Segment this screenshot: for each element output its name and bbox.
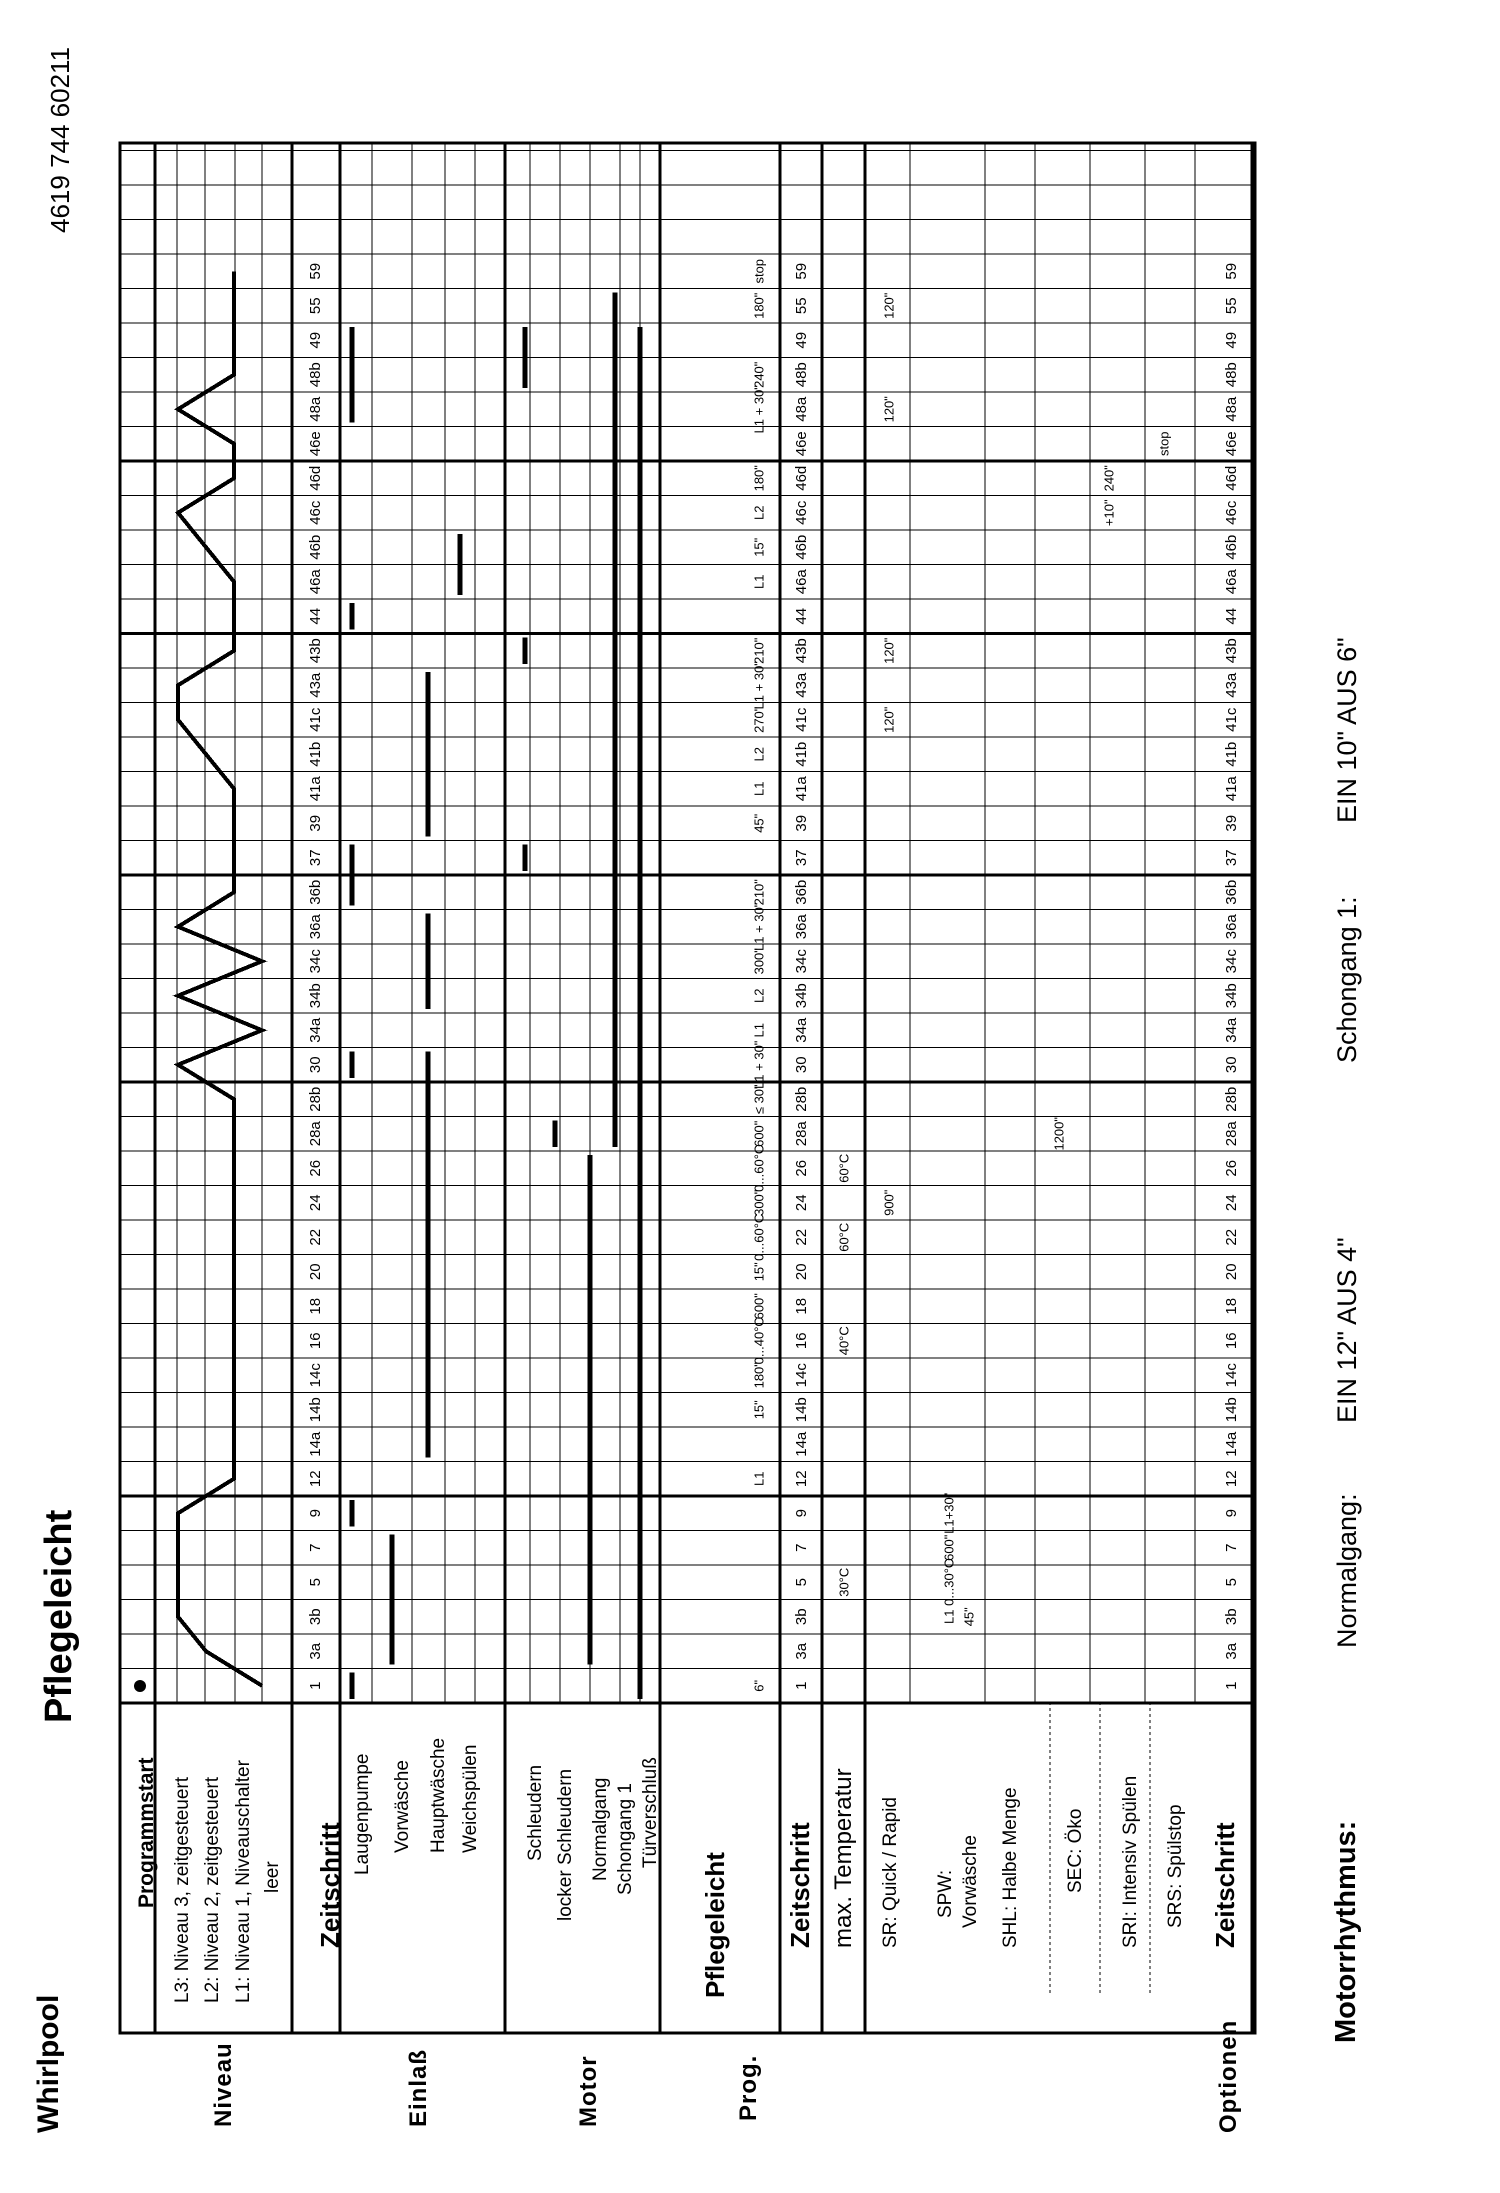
quick-rapid-note: 900" <box>881 1189 897 1216</box>
step-number-top: 34a <box>306 1017 324 1043</box>
step-number-bottom: 3a <box>1222 1642 1240 1660</box>
step-number-mid: 37 <box>792 849 810 867</box>
niveau-l1-label: L1: Niveau 1, Niveauschalter <box>233 1760 254 2003</box>
step-number-bottom: 30 <box>1222 1056 1240 1074</box>
step-number-top: 46a <box>306 569 324 595</box>
step-number-bottom: 28a <box>1222 1121 1240 1147</box>
prog-time-value: 45" <box>751 813 767 833</box>
step-number-mid: 34a <box>792 1017 810 1043</box>
sri-note: 240" <box>1101 465 1117 492</box>
prog-time-value: L1 + 30" <box>751 661 767 710</box>
einlass-laugenpumpe-label: Laugenpumpe <box>352 1753 373 1875</box>
step-number-top: 48a <box>306 396 324 422</box>
category-niveau: Niveau <box>210 2042 237 2127</box>
motor-schleudern-label: Schleudern <box>525 1764 546 1861</box>
step-number-top: 3a <box>306 1642 324 1660</box>
step-number-top: 7 <box>306 1543 324 1552</box>
step-number-bottom: 34c <box>1222 949 1240 974</box>
programmstart-dot <box>134 1680 146 1692</box>
step-number-bottom: 26 <box>1222 1159 1240 1177</box>
step-number-mid: 59 <box>792 262 810 280</box>
sri-note: +10" <box>1101 499 1117 527</box>
step-number-bottom: 9 <box>1222 1509 1240 1518</box>
step-number-bottom: 16 <box>1222 1332 1240 1350</box>
prog-time-value: 15" <box>751 537 767 557</box>
prog-time-value: 270" <box>751 706 767 733</box>
prog-time-value: L1 <box>751 574 767 589</box>
einlass-hauptwaesche-label: Hauptwäsche <box>428 1737 449 1853</box>
max-temp-value: 40°C <box>836 1326 852 1356</box>
step-number-top: 34c <box>306 949 324 974</box>
motorrhythmus-label: Motorrhythmus: <box>1330 1820 1362 2043</box>
programmstart-label: Programmstart <box>135 1757 158 1908</box>
step-number-mid: 46c <box>792 500 810 525</box>
step-number-mid: 46d <box>792 465 810 491</box>
prog-time-value: 0...60°C <box>751 1213 767 1261</box>
niveau-l2-label: L2: Niveau 2, zeitgesteuert <box>202 1776 223 2003</box>
step-number-top: 14c <box>306 1363 324 1388</box>
schongang-label: Schongang 1: <box>1332 896 1362 1063</box>
step-number-bottom: 39 <box>1222 814 1240 832</box>
step-number-top: 36b <box>306 879 324 905</box>
step-number-mid: 48a <box>792 396 810 422</box>
step-number-mid: 49 <box>792 331 810 349</box>
step-number-top: 46c <box>306 500 324 525</box>
step-number-mid: 41b <box>792 741 810 767</box>
max-temperatur-label: max. Temperatur <box>830 1768 857 1948</box>
step-number-mid: 36a <box>792 914 810 940</box>
category-einlass: Einlaß <box>405 2048 432 2127</box>
step-number-bottom: 49 <box>1222 331 1240 349</box>
step-number-bottom: 3b <box>1222 1608 1240 1626</box>
step-number-bottom: 5 <box>1222 1578 1240 1587</box>
step-number-mid: 14b <box>792 1397 810 1423</box>
motor-locker-label: locker Schleudern <box>555 1768 576 1921</box>
step-number-top: 18 <box>306 1297 324 1315</box>
step-number-bottom: 46a <box>1222 569 1240 595</box>
motor-normalgang-label: Normalgang <box>590 1777 611 1881</box>
step-number-top: 46d <box>306 465 324 491</box>
option-quick-rapid-label: SR: Quick / Rapid <box>880 1797 901 1948</box>
step-number-mid: 30 <box>792 1056 810 1074</box>
step-number-bottom: 12 <box>1222 1470 1240 1488</box>
option-spw-label: SPW: <box>935 1869 956 1918</box>
einlass-vorwaesche-label: Vorwäsche <box>392 1760 413 1853</box>
step-number-top: 34b <box>306 983 324 1009</box>
step-number-mid: 55 <box>792 297 810 315</box>
category-motor: Motor <box>575 2055 602 2127</box>
option-srs-label: SRS: Spülstop <box>1165 1804 1186 1928</box>
step-number-top: 9 <box>306 1509 324 1518</box>
spw-note: L1+30" <box>941 1492 957 1534</box>
step-number-top: 37 <box>306 849 324 867</box>
prog-time-value: L2 <box>751 505 767 520</box>
prog-time-value: 6" <box>751 1679 767 1692</box>
prog-time-value: 180" <box>751 1362 767 1389</box>
step-number-bottom: 46b <box>1222 534 1240 560</box>
step-number-top: 26 <box>306 1159 324 1177</box>
step-number-mid: 18 <box>792 1297 810 1315</box>
step-number-mid: 16 <box>792 1332 810 1350</box>
prog-time-value: L1 + 30" <box>751 902 767 951</box>
step-number-mid: 39 <box>792 814 810 832</box>
step-number-top: 14a <box>306 1431 324 1457</box>
option-sec-label: SEC: Öko <box>1065 1808 1086 1893</box>
einlass-weichspuelen-label: Weichspülen <box>460 1744 481 1853</box>
step-number-top: 22 <box>306 1228 324 1246</box>
step-number-mid: 28b <box>792 1086 810 1112</box>
quick-rapid-note: 120" <box>881 637 897 664</box>
prog-time-value: L1 + 30" <box>751 385 767 434</box>
prog-time-value: 15" <box>751 1400 767 1420</box>
motor-schongang-label: Schongang 1 <box>615 1783 636 1895</box>
step-number-bottom: 20 <box>1222 1263 1240 1281</box>
srs-note: stop <box>1156 431 1172 457</box>
prog-pflegeleicht-label: Pflegeleicht <box>700 1852 730 1998</box>
step-number-bottom: 59 <box>1222 262 1240 280</box>
step-number-bottom: 22 <box>1222 1228 1240 1246</box>
step-number-bottom: 46e <box>1222 431 1240 457</box>
prog-time-value: L1 <box>751 1023 767 1038</box>
step-number-top: 41a <box>306 776 324 802</box>
prog-time-value: L1 <box>751 781 767 796</box>
prog-time-value: 0...40°C <box>751 1317 767 1365</box>
step-number-mid: 3a <box>792 1642 810 1660</box>
step-number-bottom: 34b <box>1222 983 1240 1009</box>
step-number-mid: 34b <box>792 983 810 1009</box>
prog-time-value: 600" <box>751 1120 767 1147</box>
step-number-bottom: 28b <box>1222 1086 1240 1112</box>
step-number-bottom: 41a <box>1222 776 1240 802</box>
prog-time-value: 210" <box>751 637 767 664</box>
step-number-top: 3b <box>306 1608 324 1626</box>
step-number-bottom: 44 <box>1222 607 1240 625</box>
step-number-mid: 3b <box>792 1608 810 1626</box>
prog-time-value: ≤ 30" <box>751 1084 767 1115</box>
step-number-mid: 41a <box>792 776 810 802</box>
step-number-mid: 46e <box>792 431 810 457</box>
step-number-top: 41b <box>306 741 324 767</box>
step-number-top: 36a <box>306 914 324 940</box>
max-temp-value: 60°C <box>836 1153 852 1183</box>
step-number-top: 12 <box>306 1470 324 1488</box>
zeitschritt-label-top: Zeitschritt <box>315 1822 345 1948</box>
prog-time-value: 600" <box>751 1293 767 1320</box>
step-number-bottom: 46d <box>1222 465 1240 491</box>
step-number-mid: 44 <box>792 607 810 625</box>
step-number-top: 5 <box>306 1578 324 1587</box>
prog-time-value: L2 <box>751 988 767 1003</box>
step-number-mid: 9 <box>792 1509 810 1518</box>
prog-time-value: 240" <box>751 361 767 388</box>
spw-note: 0...30°C <box>941 1558 957 1606</box>
step-number-top: 28b <box>306 1086 324 1112</box>
step-number-top: 14b <box>306 1397 324 1423</box>
step-number-bottom: 43a <box>1222 672 1240 698</box>
step-number-bottom: 46c <box>1222 500 1240 525</box>
step-number-top: 46e <box>306 431 324 457</box>
step-number-mid: 41c <box>792 707 810 732</box>
prog-time-value: stop <box>751 258 767 284</box>
step-number-top: 41c <box>306 707 324 732</box>
step-number-bottom: 43b <box>1222 638 1240 664</box>
step-number-bottom: 48b <box>1222 362 1240 388</box>
prog-time-value: 300" <box>751 1189 767 1216</box>
niveau-leer-label: leer <box>262 1861 283 1893</box>
step-number-mid: 24 <box>792 1194 810 1212</box>
step-number-bottom: 24 <box>1222 1194 1240 1212</box>
step-number-mid: 36b <box>792 879 810 905</box>
schongang-value: EIN 10" AUS 6" <box>1332 637 1362 823</box>
prog-time-value: 0...60°C <box>751 1144 767 1192</box>
normalgang-value: EIN 12" AUS 4" <box>1332 1237 1362 1423</box>
step-number-top: 39 <box>306 814 324 832</box>
prog-time-value: 180" <box>751 292 767 319</box>
quick-rapid-note: 120" <box>881 292 897 319</box>
prog-time-value: 210" <box>751 879 767 906</box>
step-number-mid: 28a <box>792 1121 810 1147</box>
step-number-mid: 5 <box>792 1578 810 1587</box>
prog-time-value: 15" <box>751 1262 767 1282</box>
step-number-top: 16 <box>306 1332 324 1350</box>
step-number-mid: 1 <box>792 1681 810 1690</box>
step-number-bottom: 14b <box>1222 1397 1240 1423</box>
quick-rapid-note: 120" <box>881 706 897 733</box>
spw-note: L1 <box>941 1609 957 1624</box>
prog-time-value: L1 + 30" <box>751 1040 767 1089</box>
step-number-mid: 14a <box>792 1431 810 1457</box>
step-number-bottom: 1 <box>1222 1681 1240 1690</box>
step-number-mid: 43b <box>792 638 810 664</box>
normalgang-label: Normalgang: <box>1332 1493 1362 1648</box>
step-number-mid: 34c <box>792 949 810 974</box>
step-number-top: 55 <box>306 297 324 315</box>
step-number-bottom: 14c <box>1222 1363 1240 1388</box>
step-number-bottom: 41c <box>1222 707 1240 732</box>
step-number-top: 20 <box>306 1263 324 1281</box>
niveau-l3-label: L3: Niveau 3, zeitgesteuert <box>172 1776 193 2003</box>
step-number-mid: 46a <box>792 569 810 595</box>
quick-rapid-note: 120" <box>881 396 897 423</box>
prog-time-value: L2 <box>751 747 767 762</box>
spw-note: 45" <box>961 1607 977 1627</box>
prog-time-value: L1 <box>751 1471 767 1486</box>
step-number-bottom: 48a <box>1222 396 1240 422</box>
prog-time-value: 300" <box>751 948 767 975</box>
option-sri-label: SRI: Intensiv Spülen <box>1120 1775 1141 1948</box>
step-number-mid: 14c <box>792 1363 810 1388</box>
spw-note: 600" <box>941 1534 957 1561</box>
step-number-top: 49 <box>306 331 324 349</box>
step-number-bottom: 14a <box>1222 1431 1240 1457</box>
category-optionen: Optionen <box>1215 2019 1242 2133</box>
step-number-mid: 43a <box>792 672 810 698</box>
motor-tuerverschluss-label: Türverschluß <box>640 1757 661 1868</box>
step-number-mid: 26 <box>792 1159 810 1177</box>
step-number-top: 44 <box>306 607 324 625</box>
step-number-bottom: 18 <box>1222 1297 1240 1315</box>
prog-time-value: 180" <box>751 465 767 492</box>
step-number-top: 43b <box>306 638 324 664</box>
max-temp-value: 60°C <box>836 1222 852 1252</box>
step-number-mid: 22 <box>792 1228 810 1246</box>
step-number-bottom: 36a <box>1222 914 1240 940</box>
step-number-top: 48b <box>306 362 324 388</box>
step-number-bottom: 37 <box>1222 849 1240 867</box>
page-title: Pflegeleicht <box>38 1509 80 1723</box>
step-number-mid: 46b <box>792 534 810 560</box>
step-number-top: 59 <box>306 262 324 280</box>
category-prog: Prog. <box>735 2054 762 2121</box>
step-number-top: 43a <box>306 672 324 698</box>
sec-note: 1200" <box>1051 1116 1067 1151</box>
step-number-top: 1 <box>306 1681 324 1690</box>
step-number-bottom: 55 <box>1222 297 1240 315</box>
step-number-mid: 48b <box>792 362 810 388</box>
document-number: 4619 744 60211 <box>45 46 75 233</box>
step-number-top: 30 <box>306 1056 324 1074</box>
option-shl-label: SHL: Halbe Menge <box>1000 1787 1021 1948</box>
step-number-top: 24 <box>306 1194 324 1212</box>
zeitschritt-label-mid: Zeitschritt <box>785 1822 815 1948</box>
step-number-bottom: 36b <box>1222 879 1240 905</box>
step-number-bottom: 34a <box>1222 1017 1240 1043</box>
step-number-mid: 20 <box>792 1263 810 1281</box>
step-number-bottom: 41b <box>1222 741 1240 767</box>
brand-name: Whirlpool <box>32 1994 65 2133</box>
step-number-bottom: 7 <box>1222 1543 1240 1552</box>
step-number-mid: 12 <box>792 1470 810 1488</box>
step-number-top: 46b <box>306 534 324 560</box>
zeitschritt-label-bottom: Zeitschritt <box>1210 1822 1240 1948</box>
option-spw-vorwaesche-label: Vorwäsche <box>960 1835 981 1928</box>
max-temp-value: 30°C <box>836 1567 852 1597</box>
step-number-top: 28a <box>306 1121 324 1147</box>
step-number-mid: 7 <box>792 1543 810 1552</box>
